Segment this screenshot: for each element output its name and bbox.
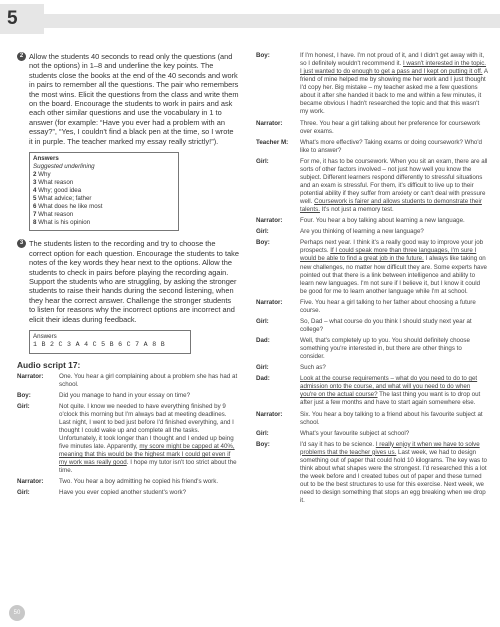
answer-item-text: What reason [38,179,74,187]
unit-number: 5 [0,4,44,34]
text-run: . I hope my tutor isn't too strict about the time. [59,459,237,475]
answer-item [33,179,175,187]
speaker-label: Girl: [256,317,269,325]
answer-item-number: 7 [33,211,39,219]
right-column [256,52,488,508]
speaker-label: Narrator: [256,119,283,127]
text-run: Six. You hear a boy talking to a friend about his favourite subject at school. [300,410,483,426]
step-3 [17,239,239,324]
answer-item-text: What is his opinion [38,219,91,227]
answers-box-underlining [29,152,179,232]
speaker-text [300,430,488,438]
speaker-label: Dad: [256,375,270,383]
answers-list [33,171,175,227]
speaker-text [59,373,239,389]
script-line [256,318,488,334]
text-run: For me, it has to be coursework. When you sit an exam, there are all sorts of other factors involved – not just how well you know the subject. Different learners respond differently to stressful situations and an exam is stressful. For them, it's difficult to live up to their potential ability if they suffer from anxiety or can't deal with pressure well. [300,157,488,206]
speaker-text [59,489,239,497]
speaker-label: Boy: [256,239,270,247]
text-run: Well, that's completely up to you. You should definitely choose something you're interested in, but there are other things to consider. [300,337,470,361]
speaker-text [300,299,488,315]
speaker-text [300,217,488,225]
answer-item [33,211,175,219]
text-run: Perhaps next year. I think it's a really good way to improve your job prospects. [300,239,484,255]
script-line [256,228,488,236]
script-line [256,411,488,427]
speaker-label: Narrator: [17,372,44,380]
speaker-label: Boy: [256,52,270,59]
answer-item [33,195,175,203]
answer-item-number: 8 [33,219,39,227]
text-run: If I'm honest, I have. I'm not proud of it, and I didn't get away with it, so I definitely wouldn't recommend it. [300,52,485,68]
text-run: What's your favourite subject at school? [300,429,410,437]
speaker-label: Girl: [256,157,269,165]
script-line [256,364,488,372]
text-run: Not quite. I know we needed to have everything finished by 9 o'clock this morning but I'm always bad at meeting deadlines. Last night, I went to bed just before I'd finished everything, and I thought I could wake up and complete all the tasks. Unfortunately, it took longer than I thought and I ended up being five minutes late. Apparently, [59,402,234,451]
answers-title: Answers [33,154,59,162]
speaker-label: Girl: [256,429,269,437]
underlined-key-phrase: Look at the course requirements – what do you need to do to get admission onto the course, and what will you need to do when you're on the actual course? [300,375,478,399]
text-run: I'd say it has to be science. [300,440,376,448]
speaker-label: Boy: [256,440,270,448]
underlined-key-phrase: If I could speak more than three languages, I'm sure I would be able to find a great job in the future. [300,247,477,263]
speaker-text [300,52,488,117]
underlined-key-phrase: I really enjoy it when we have to solve problems that the teacher gives us. [300,440,480,456]
text-run: Did you manage to hand in your essay on time? [59,391,191,399]
step-number-badge: 3 [17,239,26,248]
speaker-label: Narrator: [17,478,44,486]
text-run: A friend of mine helped me by showing me her work and I just thought I'd copy her. Big mistake – my teacher asked me a few questions about it after she handed it back to me and within a few minutes, it became obvious I hadn't researched the topic and that this wasn't my work. [300,68,488,116]
speaker-text [59,478,239,486]
header-band [0,14,500,28]
speaker-label: Narrator: [256,298,283,306]
answer-item-text: What advice; father [38,195,92,203]
speaker-label: Girl: [256,228,269,236]
script-line [17,392,239,400]
text-run: It's not just a memory test. [319,206,394,214]
speaker-text [300,364,488,372]
answer-item [33,203,175,211]
script-line [17,403,239,476]
script-line [256,430,488,438]
speaker-text [59,403,239,476]
text-run: Last week, we had to design something out of paper that could hold 10 kilograms. The key was to think about what shapes were the strongest. I'd researched this a lot the week before and I created tubes out of paper and these turned out to be the best structures to use for this exercise. Next week, we need to design something that stops an egg breaking when we drop it. [300,448,487,505]
script-line [17,373,239,389]
script-line [256,375,488,407]
answer-item-number: 2 [33,171,39,179]
speaker-label: Girl: [17,402,30,410]
speaker-text [300,120,488,136]
speaker-label: Narrator: [256,217,283,225]
text-run: Two. You hear a boy admitting he copied his friend's work. [59,478,219,486]
unit-header [0,0,500,40]
underlined-key-phrase: my score might be capped at 40%, meaning that this would be the highest mark I could get even if my work was really good [59,443,235,467]
answer-item-text: What does he like most [38,203,103,211]
audio-script-title: Audio script 17: [17,359,81,370]
script-line [17,489,239,497]
script-line [256,52,488,117]
speaker-text [300,318,488,334]
script-line [256,217,488,225]
speaker-text [300,375,488,407]
script-line [256,299,488,315]
answer-item-number: 5 [33,195,39,203]
answer-item-text: Why; good idea [38,187,82,195]
script-line [256,139,488,155]
text-run: So, Dad – what course do you think I should study next year at college? [300,317,472,333]
speaker-label: Girl: [256,364,269,372]
answer-item-text: Why [38,171,51,179]
text-run: Are you thinking of learning a new language? [300,228,424,236]
answer-item-number: 3 [33,179,39,187]
speaker-label: Dad: [256,337,270,344]
answer-item-number: 4 [33,187,39,195]
speaker-label: Teacher M: [256,138,289,146]
speaker-text [59,392,239,400]
underlined-key-phrase: I wasn't interested in the topic. I just wanted to do enough to get a pass and I kept on putting it off. [300,60,487,76]
answer-item-number: 6 [33,203,39,211]
speaker-text [300,441,488,506]
answer-codes: 1 B 2 C 3 A 4 C 5 B 6 C 7 A 8 B [33,341,165,349]
script-line [256,239,488,295]
answer-item [33,171,175,179]
speaker-text [300,239,488,295]
text-run: Such as? [300,364,326,372]
script-line [256,158,488,214]
script-line [256,337,488,361]
answers-box-key [29,330,191,354]
text-run: The last thing you want is to drop out after just a few months and have to start again somewhere else. [300,391,481,407]
script-line [256,441,488,506]
audio-script-right [256,52,488,505]
speaker-text [300,139,488,155]
step-2 [17,52,239,146]
text-run: Three. You hear a girl talking about her preference for coursework over exams. [300,119,481,135]
speaker-label: Boy: [17,391,31,399]
speaker-text [300,337,488,361]
speaker-text [300,158,488,214]
answer-item [33,187,175,195]
answer-item [33,219,175,227]
left-column [17,52,239,500]
answers-title: Answers [33,332,57,340]
answers-subtitle: Suggested underlining [33,162,95,170]
speaker-label: Narrator: [256,410,283,418]
script-line [17,478,239,486]
speaker-label: Girl: [17,489,30,497]
text-run: Five. You hear a girl talking to her father about choosing a future course. [300,298,476,314]
step-number-badge: 2 [17,52,26,61]
page-number: 50 [9,605,25,621]
audio-script-left [17,373,239,498]
text-run: I always like taking on new challenges, no matter how difficult they are. Some experts have pointed out that there is a link between intelligence and ability to learn new languages. I'm not sure if I believe it, but I know it could be good for me to learn another language while I'm at school. [300,255,487,295]
answer-item-text: What reason [38,211,74,219]
speaker-text [300,411,488,427]
script-line [256,120,488,136]
speaker-text [300,228,488,236]
underlined-key-phrase: Coursework is fairer and allows students to demonstrate their talents. [300,198,482,214]
text-run: What's more effective? Taking exams or doing coursework? Who'd like to answer? [300,138,482,154]
step-3-text: The students listen to the recording and try to choose the correct option for each question. Encourage the students to take notes of the key words they hear next to the options. Allow the students to check in pairs before playing the recording again. Support the students who are struggling, by asking the stronger students to raise their hands during the second listening, when they hear the correct answer. Challenge the stronger students to listen for reasons why the incorrect options are incorrect and elicit their ideas during feedback. [29,239,239,324]
text-run: Four. You hear a boy talking about learning a new language. [300,217,465,225]
text-run: Have you ever copied another student's work? [59,489,187,497]
step-2-text: Allow the students 40 seconds to read only the questions (and not the options) in 1–8 and underline the key points. The students close the books at the end of the 40 seconds and work in pairs to remember all the questions. The pair who remembers the most wins. Elicit the questions from the class and write them on the board. Encourage the students to work in pairs and ask each other similar questions and use the vocabulary in 1 to answer (for example: “Have you ever had a problem with an essay?”, “Yes, I couldn't find a black pen at the time, so I wrote it in purple. The teacher marked my essay really strictly!”). [29,52,239,146]
text-run: One. You hear a girl complaining about a problem she has had at school. [59,372,238,388]
